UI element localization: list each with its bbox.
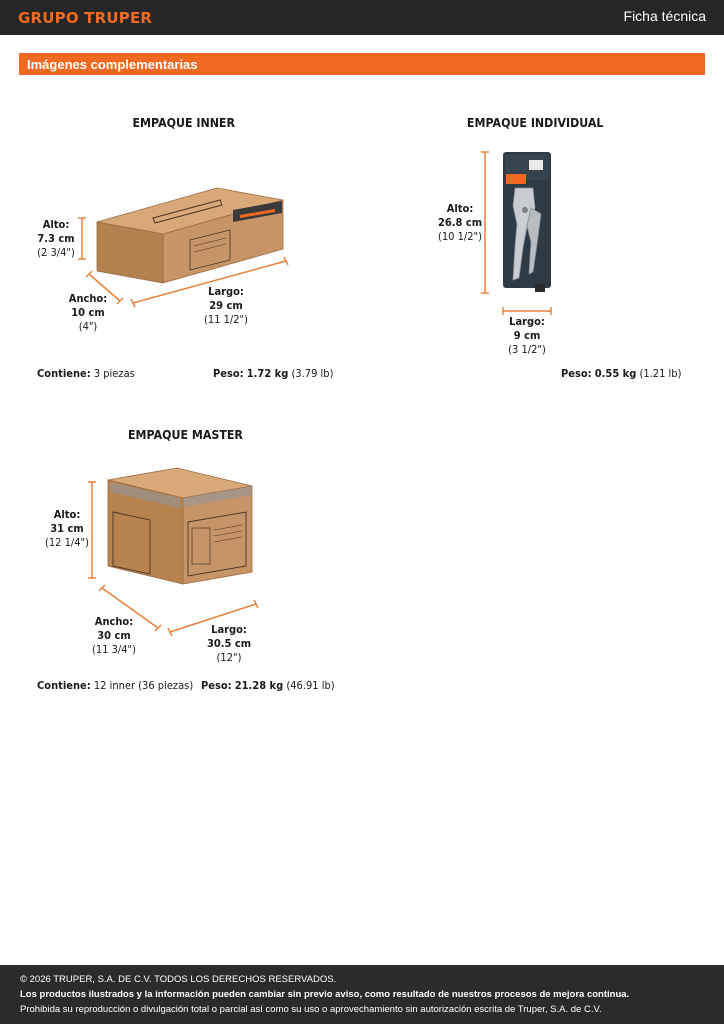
master-largo-dimension	[198, 623, 259, 665]
inner-largo-label: Largo:	[208, 285, 244, 298]
inner-contiene-value: 3 piezas	[93, 367, 135, 380]
inner-contiene-label: Contiene:	[37, 367, 91, 380]
individual-peso-value: 0.55 kg	[594, 367, 637, 380]
master-contiene-value: 12 inner (36 piezas)	[93, 679, 194, 692]
master-alto-imperial: (12 1/4")	[45, 536, 89, 549]
individual-alto-dimension	[429, 202, 490, 244]
master-ancho-label: Ancho:	[94, 615, 134, 628]
inner-ancho-dimension	[57, 292, 118, 334]
section-title: Imágenes complementarias	[27, 57, 198, 72]
master-contiene	[37, 679, 193, 692]
master-ancho-metric: 30 cm	[97, 629, 131, 642]
footer-prohibition: Prohibida su reproducción o divulgación total o parcial así como su uso o aprovechamiento sin autorización escrita de Truper, S.A. de C.V.	[20, 1004, 602, 1015]
individual-peso-label: Peso:	[561, 367, 592, 380]
inner-peso-label: Peso:	[213, 367, 244, 380]
inner-ancho-label: Ancho:	[68, 292, 108, 305]
section-header	[19, 53, 705, 75]
master-largo-imperial: (12")	[216, 651, 242, 664]
master-contiene-label: Contiene:	[37, 679, 91, 692]
document-type: Ficha técnica	[623, 8, 706, 24]
master-peso-imperial: (46.91 lb)	[286, 679, 335, 692]
inner-peso-value: 1.72 kg	[246, 367, 289, 380]
master-peso-label: Peso:	[201, 679, 232, 692]
inner-largo-dimension	[195, 285, 256, 327]
individual-largo-dimension	[496, 315, 557, 357]
inner-largo-imperial: (11 1/2")	[204, 313, 248, 326]
inner-largo-metric: 29 cm	[209, 299, 243, 312]
individual-title: EMPAQUE INDIVIDUAL	[466, 116, 604, 130]
footer-copyright: © 2026 TRUPER, S.A. DE C.V. TODOS LOS DERECHOS RESERVADOS.	[20, 974, 337, 985]
top-bar	[0, 0, 724, 35]
individual-peso	[561, 367, 681, 380]
master-peso	[201, 679, 335, 692]
individual-alto-imperial: (10 1/2")	[438, 230, 482, 243]
footer-notice: Los productos ilustrados y la información pueden cambiar sin previo aviso, como resultado de nuestros procesos de mejora continua.	[20, 989, 630, 1000]
individual-largo-metric: 9 cm	[513, 329, 541, 342]
individual-alto-metric: 26.8 cm	[437, 216, 483, 229]
inner-contiene	[37, 367, 135, 380]
inner-alto-label: Alto:	[42, 218, 70, 231]
inner-box-illustration	[70, 180, 300, 310]
inner-title: EMPAQUE INNER	[132, 116, 235, 130]
inner-alto-metric: 7.3 cm	[37, 232, 75, 245]
inner-ancho-imperial: (4")	[78, 320, 98, 333]
master-largo-metric: 30.5 cm	[206, 637, 252, 650]
inner-alto-dimension	[25, 218, 86, 260]
inner-peso-imperial: (3.79 lb)	[291, 367, 334, 380]
inner-peso	[213, 367, 333, 380]
individual-largo-label: Largo:	[509, 315, 545, 328]
master-alto-dimension	[36, 508, 97, 550]
footer	[0, 965, 724, 1024]
inner-alto-imperial: (2 3/4")	[37, 246, 75, 259]
master-title: EMPAQUE MASTER	[127, 428, 243, 442]
individual-largo-imperial: (3 1/2")	[508, 343, 546, 356]
inner-ancho-metric: 10 cm	[71, 306, 105, 319]
master-ancho-dimension	[83, 615, 144, 657]
master-alto-metric: 31 cm	[50, 522, 84, 535]
master-ancho-imperial: (11 3/4")	[92, 643, 136, 656]
individual-alto-label: Alto:	[446, 202, 474, 215]
master-peso-value: 21.28 kg	[234, 679, 284, 692]
individual-peso-imperial: (1.21 lb)	[639, 367, 682, 380]
master-alto-label: Alto:	[53, 508, 81, 521]
master-largo-label: Largo:	[211, 623, 247, 636]
brand-logo: GRUPO TRUPER	[18, 9, 153, 27]
